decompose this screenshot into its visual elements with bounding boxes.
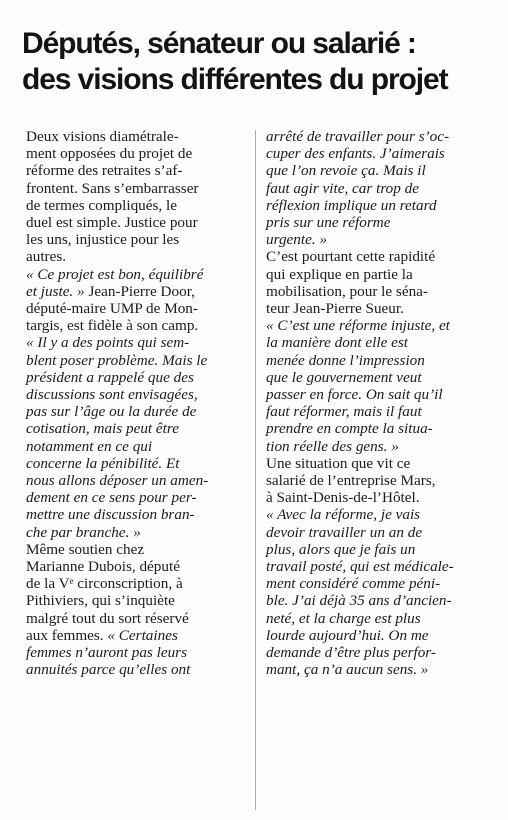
text-line (266, 214, 488, 231)
text-line (266, 541, 488, 558)
headline-line-1: Députés, sénateur ou salarié : (22, 27, 416, 60)
text-line (266, 231, 488, 248)
text-line (26, 403, 248, 420)
text-line (266, 575, 488, 592)
text-line (266, 524, 488, 541)
body-text: député-maire UMP de Mon- (26, 300, 198, 318)
text-line (266, 162, 488, 179)
text-line (266, 610, 488, 627)
text-line (26, 644, 248, 661)
text-line (26, 162, 248, 179)
body-text: ment opposées du projet de (26, 145, 193, 163)
text-line (26, 145, 248, 162)
text-line (266, 248, 488, 265)
body-text: Marianne Dubois, député (26, 558, 180, 576)
text-line (26, 472, 248, 489)
text-line (266, 644, 488, 661)
quote-text: discussions sont envisagées, (26, 386, 198, 404)
body-text: qui explique en partie la (266, 265, 413, 283)
text-line (266, 420, 488, 437)
quote-text: plus, alors que je fais un (266, 540, 416, 558)
article-headline (22, 26, 492, 98)
text-line (26, 197, 248, 214)
quote-text: faut agir vite, car trop de (266, 179, 419, 197)
text-line (266, 300, 488, 317)
text-line (26, 558, 248, 575)
quote-text: « Certaines (107, 626, 178, 644)
text-line (266, 369, 488, 386)
quote-text: « Il y a des points qui sem- (26, 334, 190, 352)
text-line (266, 403, 488, 420)
body-text: Jean-Pierre Door, (84, 282, 195, 300)
text-line (26, 610, 248, 627)
quote-text: « C’est une réforme injuste, et (266, 317, 450, 335)
quote-text: que l’on revoie ça. Mais il (266, 162, 426, 180)
text-line (266, 627, 488, 644)
text-line (26, 352, 248, 369)
text-line (26, 455, 248, 472)
quote-text: nous allons déposer un amen- (26, 472, 209, 490)
quote-text: ment considéré comme péni- (266, 575, 441, 593)
body-text: Deux visions diamétrale- (26, 128, 179, 145)
text-line (266, 592, 488, 609)
body-text: teur Jean-Pierre Sueur. (266, 300, 404, 318)
quote-text: pas sur l’âge ou la durée de (26, 403, 197, 421)
quote-text: prendre en compte la situa- (266, 420, 433, 438)
body-text: targis, est fidèle à son camp. (26, 317, 199, 335)
text-line (26, 180, 248, 197)
quote-text: « Ce projet est bon, équilibré (26, 265, 204, 283)
quote-text: lourde aujourd’hui. On me (266, 626, 429, 644)
quote-text: demande d’être plus perfor- (266, 644, 436, 662)
text-line (26, 438, 248, 455)
text-line (26, 575, 248, 592)
text-line (26, 334, 248, 351)
quote-text: blent poser problème. Mais le (26, 351, 208, 369)
quote-text: mettre une discussion bran- (26, 506, 195, 524)
quote-text: pris sur une réforme (266, 214, 391, 232)
body-text: aux femmes. (26, 626, 108, 644)
text-line (266, 283, 488, 300)
text-line (266, 506, 488, 523)
quote-text: notamment en ce qui (26, 437, 153, 455)
text-line (26, 541, 248, 558)
text-line (26, 266, 248, 283)
column-divider (255, 130, 256, 810)
body-text: mobilisation, pour le séna- (266, 282, 428, 300)
quote-text: che par branche. » (26, 523, 141, 541)
text-line (266, 317, 488, 334)
text-line (266, 352, 488, 369)
body-text: réforme des retraites s’af- (26, 162, 183, 180)
quote-text: réflexion implique un retard (266, 196, 437, 214)
text-line (26, 592, 248, 609)
quote-text: que le gouvernement veut (266, 368, 422, 386)
text-line (26, 369, 248, 386)
body-text: autres. (26, 248, 67, 266)
quote-text: travail posté, qui est médicale- (266, 558, 454, 576)
text-line (266, 455, 488, 472)
text-line (266, 266, 488, 283)
quote-text: tion réelle des gens. » (266, 437, 399, 455)
text-line (266, 558, 488, 575)
text-line (26, 231, 248, 248)
text-line (26, 248, 248, 265)
quote-text: et juste. » (26, 282, 85, 300)
text-line (26, 524, 248, 541)
quote-text: neté, et la charge est plus (266, 609, 421, 627)
quote-text: ble. J’ai déjà 35 ans d’ancien- (266, 592, 452, 610)
quote-text: « Avec la réforme, je vais (266, 506, 421, 524)
text-line (266, 334, 488, 351)
text-line (26, 627, 248, 644)
quote-text: arrêté de travailler pour s’oc- (266, 128, 450, 145)
quote-text: président a rappelé que des (26, 368, 194, 386)
text-line (26, 489, 248, 506)
quote-text: urgente. » (266, 231, 328, 249)
text-line (266, 438, 488, 455)
text-line (266, 386, 488, 403)
text-line (26, 283, 248, 300)
quote-text: cotisation, mais peut être (26, 420, 179, 438)
quote-text: femmes n’auront pas leurs (26, 644, 188, 662)
text-line (26, 386, 248, 403)
text-line (266, 128, 488, 145)
text-line (266, 197, 488, 214)
body-text: Une situation que vit ce (266, 454, 411, 472)
text-line (26, 506, 248, 523)
quote-text: devoir travailler un an de (266, 523, 423, 541)
body-text: de la Vᵉ circonscription, à (26, 575, 183, 593)
article-column-left (26, 128, 248, 679)
article-column-right (266, 128, 488, 679)
text-line (266, 180, 488, 197)
quote-text: cuper des enfants. J’aimerais (266, 145, 445, 163)
quote-text: menée donne l’impression (266, 351, 425, 369)
body-text: les uns, injustice pour les (26, 231, 180, 249)
text-line (266, 661, 488, 678)
quote-text: concerne la pénibilité. Et (26, 454, 180, 472)
body-text: frontent. Sans s’embarrasser (26, 179, 199, 197)
quote-text: la manière dont elle est (266, 334, 408, 352)
body-text: Même soutien chez (26, 540, 145, 558)
text-line (26, 661, 248, 678)
body-text: malgré tout du sort réservé (26, 609, 189, 627)
body-text: Pithiviers, qui s’inquiète (26, 592, 175, 610)
body-text: C’est pourtant cette rapidité (266, 248, 436, 266)
text-line (266, 472, 488, 489)
quote-text: mant, ça n’a aucun sens. » (266, 661, 429, 679)
text-line (26, 300, 248, 317)
text-line (26, 317, 248, 334)
body-text: salarié de l’entreprise Mars, (266, 472, 436, 490)
body-text: à Saint-Denis-de-l’Hôtel. (266, 489, 420, 507)
headline-line-2: des visions différentes du projet (22, 63, 448, 96)
body-text: duel est simple. Justice pour (26, 214, 198, 232)
text-line (26, 128, 248, 145)
body-text: de termes compliqués, le (26, 196, 177, 214)
text-line (266, 489, 488, 506)
quote-text: dement en ce sens pour per- (26, 489, 197, 507)
text-line (26, 214, 248, 231)
quote-text: annuités parce qu’elles ont (26, 661, 191, 679)
quote-text: passer en force. On sait qu’il (266, 386, 443, 404)
text-line (266, 145, 488, 162)
quote-text: faut réformer, mais il faut (266, 403, 422, 421)
text-line (26, 420, 248, 437)
